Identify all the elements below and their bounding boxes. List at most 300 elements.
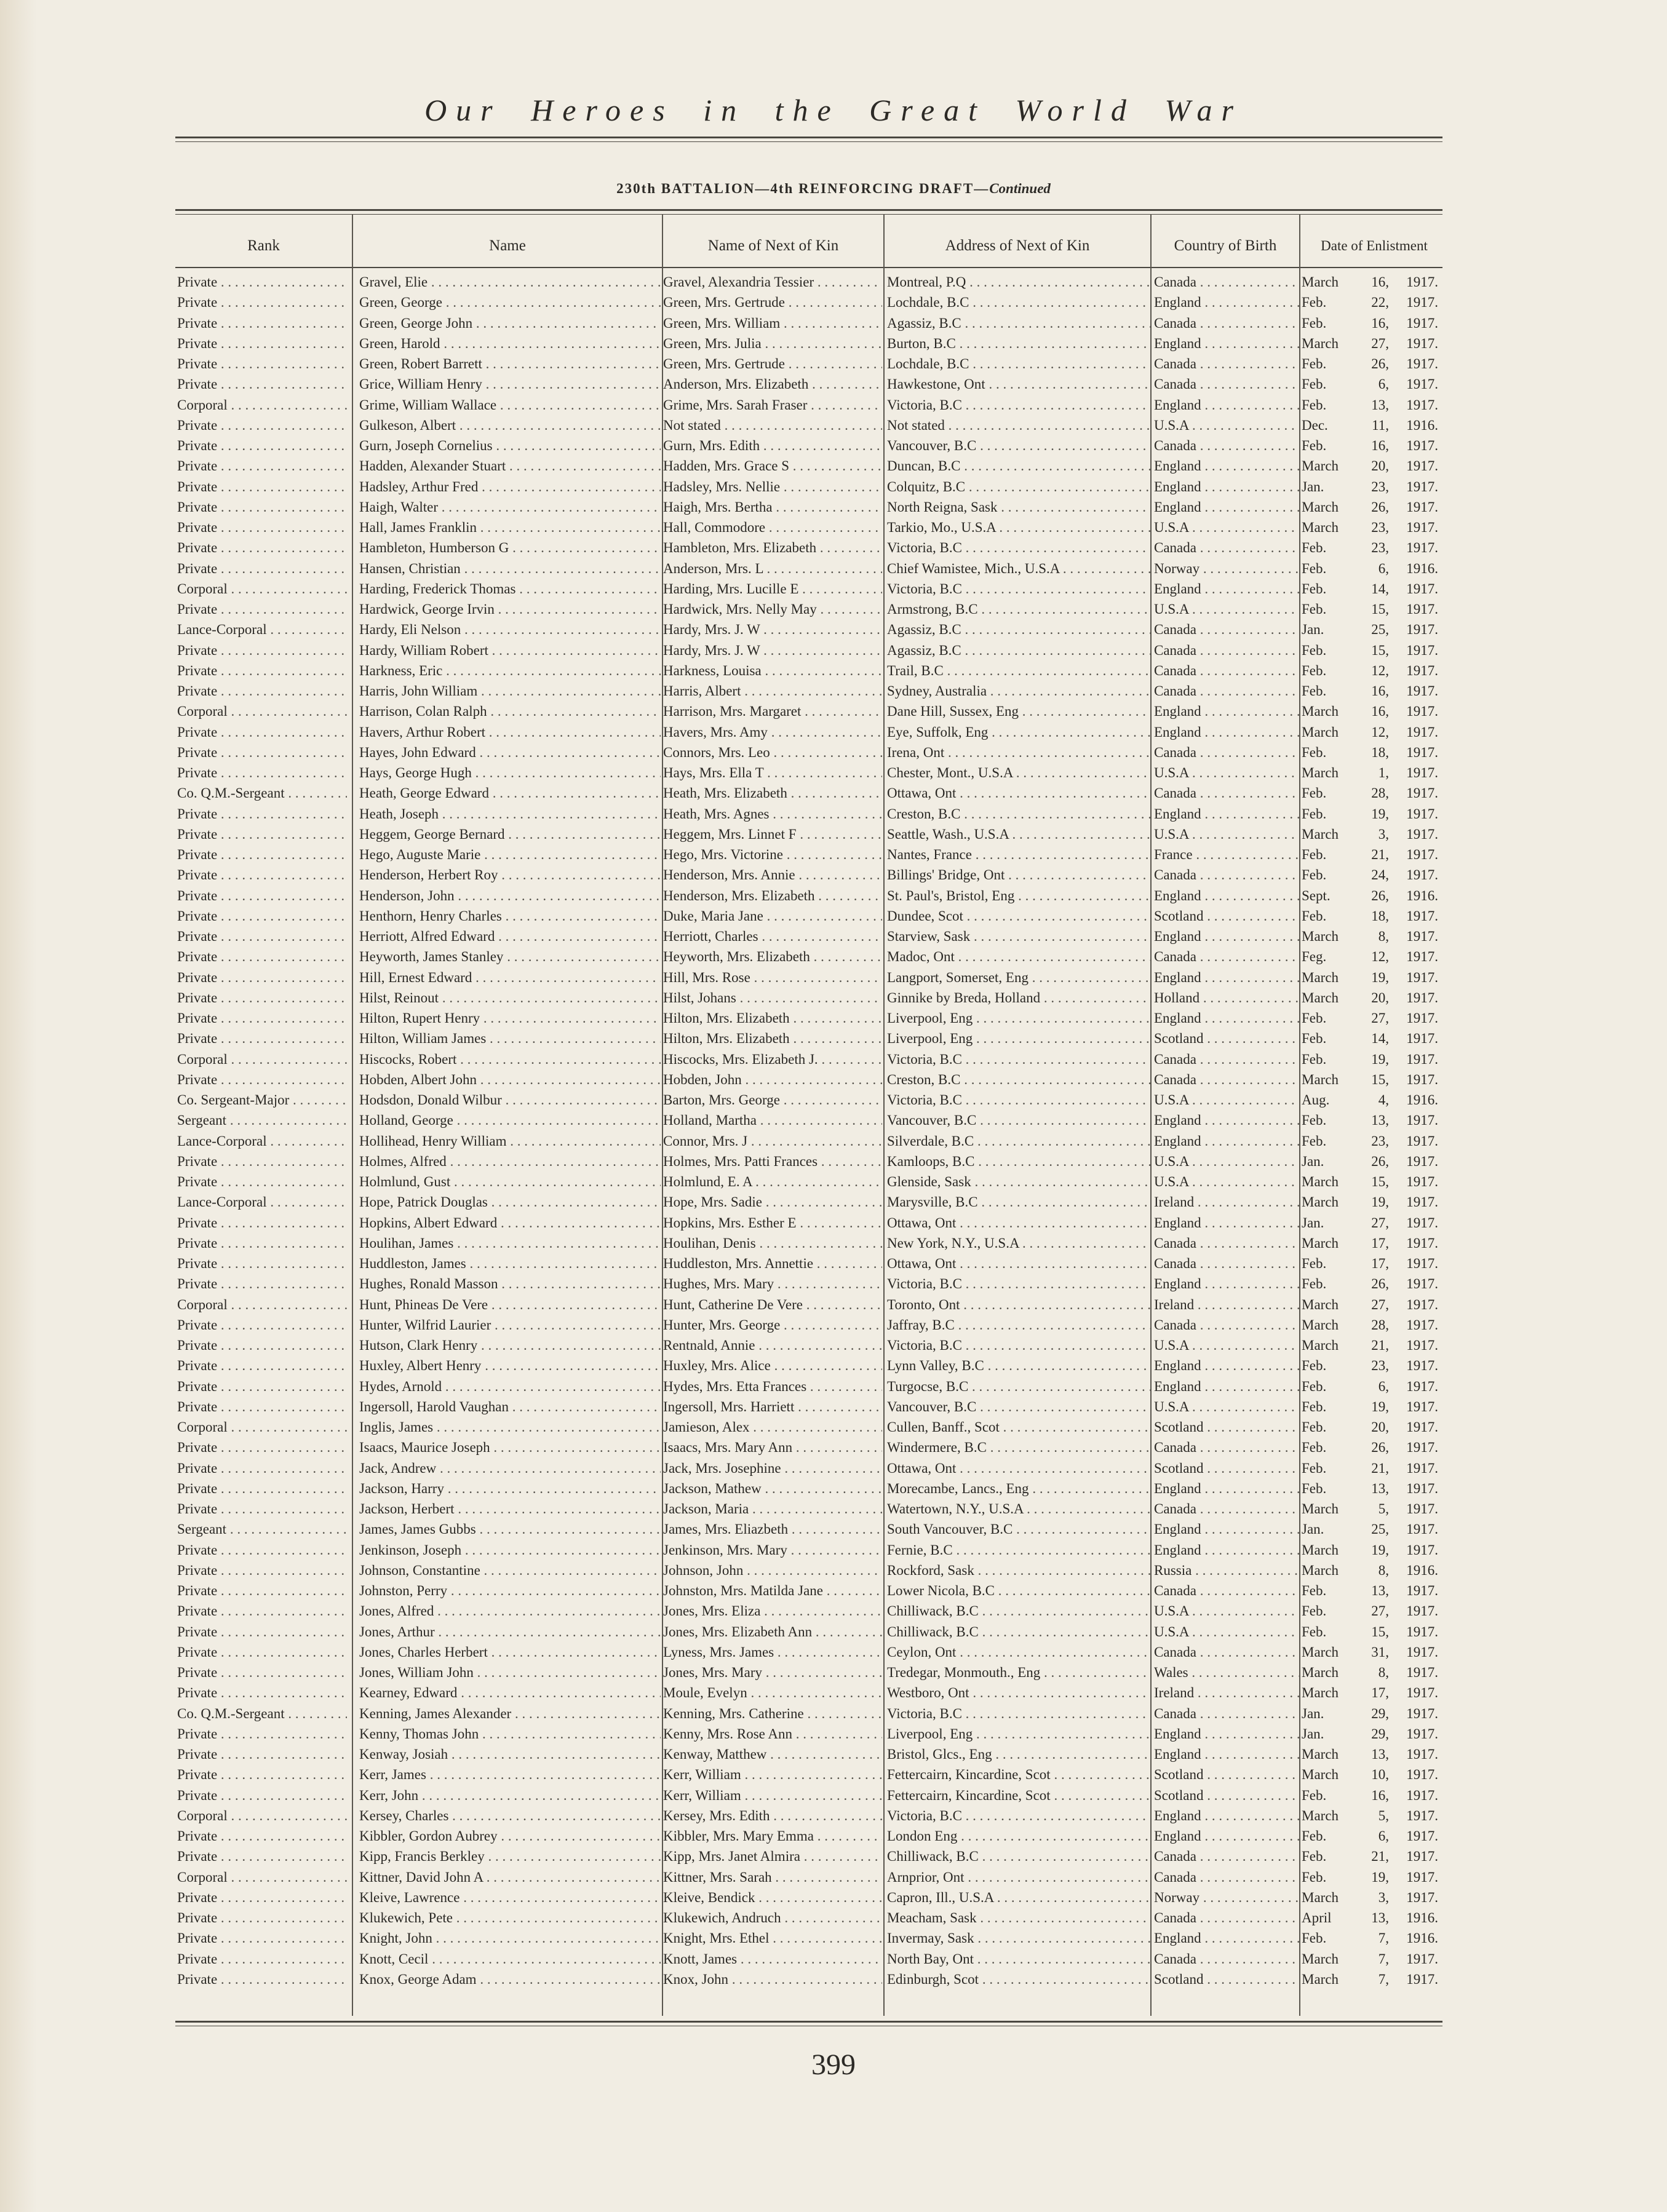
- enlistment-month: March: [1302, 1644, 1339, 1660]
- name-cell: Heyworth, James Stanley . . .: [359, 946, 661, 967]
- enlistment-day: 16,: [1371, 315, 1389, 331]
- rank-cell: Sergeant . . .: [177, 1110, 347, 1130]
- next-of-kin-cell: Kibbler, Mrs. Mary Emma . . .: [663, 1826, 882, 1846]
- enlistment-day: 13,: [1371, 1480, 1389, 1496]
- enlistment-day: 31,: [1371, 1644, 1389, 1660]
- next-of-kin-cell: Moule, Evelyn . . .: [663, 1683, 882, 1703]
- next-of-kin-cell: Jack, Mrs. Josephine . . .: [663, 1458, 882, 1478]
- enlistment-date-cell: [1302, 1867, 1449, 1887]
- country-cell: England . . .: [1154, 1744, 1299, 1764]
- enlistment-date-cell: [1302, 1928, 1449, 1948]
- enlistment-day: 26,: [1371, 887, 1389, 903]
- rank-cell: Lance-Corporal . . .: [177, 1131, 347, 1151]
- next-of-kin-cell: Not stated . . .: [663, 415, 882, 435]
- name-cell: Holmes, Alfred . . .: [359, 1151, 661, 1171]
- name-cell: Harkness, Eric . . .: [359, 660, 661, 681]
- address-cell: Ginnike by Breda, Holland . . .: [887, 988, 1152, 1008]
- name-cell: Kibbler, Gordon Aubrey . . .: [359, 1826, 661, 1846]
- enlistment-day: 12,: [1371, 662, 1389, 678]
- next-of-kin-cell: Connor, Mrs. J . . .: [663, 1131, 882, 1151]
- table-row: [0, 906, 1667, 926]
- name-cell: Kipp, Francis Berkley . . .: [359, 1846, 661, 1866]
- table-row: [0, 1928, 1667, 1948]
- country-cell: Canada . . .: [1154, 1846, 1299, 1866]
- address-cell: Trail, B.C . . .: [887, 660, 1152, 681]
- enlistment-year: 1917.: [1406, 847, 1438, 862]
- next-of-kin-cell: Hall, Commodore . . .: [663, 517, 882, 537]
- country-cell: U.S.A . . .: [1154, 517, 1299, 537]
- country-cell: U.S.A . . .: [1154, 824, 1299, 844]
- enlistment-month: March: [1302, 1317, 1339, 1333]
- enlistment-year: 1917.: [1406, 458, 1438, 474]
- enlistment-month: Feb.: [1302, 1358, 1327, 1374]
- enlistment-year: 1916.: [1406, 1092, 1438, 1108]
- enlistment-year: 1917.: [1406, 438, 1438, 453]
- name-cell: Gulkeson, Albert . . .: [359, 415, 661, 435]
- next-of-kin-cell: Kerr, William . . .: [663, 1785, 882, 1806]
- rank-cell: Private . . .: [177, 435, 347, 456]
- enlistment-year: 1917.: [1406, 1746, 1438, 1762]
- country-cell: Canada . . .: [1154, 742, 1299, 763]
- enlistment-year: 1917.: [1406, 478, 1438, 494]
- table-row: [0, 1601, 1667, 1621]
- enlistment-month: Feb.: [1302, 1440, 1327, 1456]
- country-cell: Canada . . .: [1154, 619, 1299, 640]
- country-cell: Canada . . .: [1154, 946, 1299, 967]
- enlistment-date-cell: [1302, 435, 1449, 456]
- enlistment-month: Feb.: [1302, 1869, 1327, 1885]
- rank-cell: Private . . .: [177, 1437, 347, 1457]
- rank-cell: Private . . .: [177, 1069, 347, 1090]
- table-row: [0, 1274, 1667, 1294]
- enlistment-date-cell: [1302, 374, 1449, 394]
- enlistment-day: 16,: [1371, 683, 1389, 699]
- country-cell: England . . .: [1154, 926, 1299, 946]
- address-cell: Westboro, Ont . . .: [887, 1683, 1152, 1703]
- country-cell: Canada . . .: [1154, 1233, 1299, 1253]
- rank-cell: Private . . .: [177, 1622, 347, 1642]
- rank-cell: Private . . .: [177, 1008, 347, 1028]
- address-cell: Ottawa, Ont . . .: [887, 783, 1152, 803]
- rank-cell: Private . . .: [177, 824, 347, 844]
- enlistment-day: 14,: [1371, 1031, 1389, 1047]
- table-row: [0, 1683, 1667, 1703]
- enlistment-year: 1917.: [1406, 683, 1438, 699]
- address-cell: Hawkestone, Ont . . .: [887, 374, 1152, 394]
- country-cell: Russia . . .: [1154, 1560, 1299, 1580]
- enlistment-year: 1917.: [1406, 1971, 1438, 1987]
- enlistment-year: 1917.: [1406, 540, 1438, 556]
- enlistment-date-cell: [1302, 1233, 1449, 1253]
- table-row: [0, 435, 1667, 456]
- country-cell: England . . .: [1154, 292, 1299, 312]
- next-of-kin-cell: Haigh, Mrs. Bertha . . .: [663, 497, 882, 517]
- enlistment-day: 6,: [1378, 1828, 1389, 1844]
- rank-cell: Private . . .: [177, 1826, 347, 1846]
- name-cell: Hardy, William Robert . . .: [359, 640, 661, 660]
- rank-cell: Co. Q.M.-Sergeant . . .: [177, 783, 347, 803]
- enlistment-year: 1917.: [1406, 520, 1438, 535]
- next-of-kin-cell: Kenny, Mrs. Rose Ann . . .: [663, 1724, 882, 1744]
- address-cell: Lochdale, B.C . . .: [887, 354, 1152, 374]
- rank-cell: Private . . .: [177, 313, 347, 333]
- country-cell: U.S.A . . .: [1154, 763, 1299, 783]
- name-cell: Kerr, John . . .: [359, 1785, 661, 1806]
- name-cell: Hope, Patrick Douglas . . .: [359, 1192, 661, 1212]
- next-of-kin-cell: Gravel, Alexandria Tessier . . .: [663, 272, 882, 292]
- name-cell: Henthorn, Henry Charles . . .: [359, 906, 661, 926]
- address-cell: Langport, Somerset, Eng . . .: [887, 967, 1152, 988]
- rank-cell: Private . . .: [177, 333, 347, 354]
- address-cell: Chilliwack, B.C . . .: [887, 1601, 1152, 1621]
- enlistment-date-cell: [1302, 537, 1449, 558]
- next-of-kin-cell: Heath, Mrs. Agnes . . .: [663, 804, 882, 824]
- next-of-kin-cell: Heyworth, Mrs. Elizabeth . . .: [663, 946, 882, 967]
- enlistment-month: Feb.: [1302, 1623, 1327, 1639]
- column-header-country: Country of Birth: [1174, 237, 1277, 254]
- name-cell: Hughes, Ronald Masson . . .: [359, 1274, 661, 1294]
- name-cell: Hobden, Albert John . . .: [359, 1069, 661, 1090]
- country-cell: Canada . . .: [1154, 354, 1299, 374]
- enlistment-year: 1917.: [1406, 949, 1438, 965]
- next-of-kin-cell: Connors, Mrs. Leo . . .: [663, 742, 882, 763]
- enlistment-date-cell: [1302, 1171, 1449, 1192]
- address-cell: Fettercairn, Kincardine, Scot . . .: [887, 1785, 1152, 1806]
- rank-cell: Private . . .: [177, 1949, 347, 1969]
- rank-cell: Private . . .: [177, 1601, 347, 1621]
- name-cell: Jones, William John . . .: [359, 1662, 661, 1683]
- table-row: [0, 1110, 1667, 1130]
- country-cell: Holland . . .: [1154, 988, 1299, 1008]
- enlistment-year: 1917.: [1406, 1460, 1438, 1476]
- rank-cell: Private . . .: [177, 354, 347, 374]
- enlistment-month: Feb.: [1302, 1112, 1327, 1128]
- enlistment-month: Feb.: [1302, 1051, 1327, 1067]
- enlistment-month: Feb.: [1302, 1583, 1327, 1598]
- name-cell: Hill, Ernest Edward . . .: [359, 967, 661, 988]
- address-cell: Agassiz, B.C . . .: [887, 640, 1152, 660]
- country-cell: Canada . . .: [1154, 1908, 1299, 1928]
- address-cell: Montreal, P.Q . . .: [887, 272, 1152, 292]
- name-cell: Houlihan, James . . .: [359, 1233, 661, 1253]
- rank-cell: Private . . .: [177, 1213, 347, 1233]
- enlistment-year: 1917.: [1406, 785, 1438, 801]
- enlistment-date-cell: [1302, 660, 1449, 681]
- address-cell: Ceylon, Ont . . .: [887, 1642, 1152, 1662]
- next-of-kin-cell: Hilton, Mrs. Elizabeth . . .: [663, 1028, 882, 1049]
- enlistment-month: March: [1302, 989, 1339, 1005]
- rank-cell: Private . . .: [177, 1233, 347, 1253]
- name-cell: Harris, John William . . .: [359, 681, 661, 701]
- enlistment-month: Feb.: [1302, 867, 1327, 883]
- name-cell: Hilton, Rupert Henry . . .: [359, 1008, 661, 1028]
- country-cell: Canada . . .: [1154, 313, 1299, 333]
- enlistment-month: Feb.: [1302, 397, 1327, 413]
- address-cell: Windermere, B.C . . .: [887, 1437, 1152, 1457]
- next-of-kin-cell: Hilton, Mrs. Elizabeth . . .: [663, 1008, 882, 1028]
- enlistment-month: Jan.: [1302, 1153, 1324, 1169]
- enlistment-month: Feb.: [1302, 1010, 1327, 1026]
- enlistment-day: 27,: [1371, 1215, 1389, 1231]
- country-cell: U.S.A . . .: [1154, 1601, 1299, 1621]
- next-of-kin-cell: Knight, Mrs. Ethel . . .: [663, 1928, 882, 1948]
- enlistment-month: March: [1302, 335, 1339, 351]
- country-cell: Scotland . . .: [1154, 1969, 1299, 1989]
- name-cell: Kearney, Edward . . .: [359, 1683, 661, 1703]
- name-cell: Kleive, Lawrence . . .: [359, 1887, 661, 1908]
- table-row: [0, 722, 1667, 742]
- next-of-kin-cell: Ingersoll, Mrs. Harriett . . .: [663, 1397, 882, 1417]
- enlistment-year: 1917.: [1406, 929, 1438, 944]
- next-of-kin-cell: Kenway, Matthew . . .: [663, 1744, 882, 1764]
- rank-cell: Private . . .: [177, 537, 347, 558]
- enlistment-date-cell: [1302, 967, 1449, 988]
- country-cell: Canada . . .: [1154, 1315, 1299, 1335]
- name-cell: Kerr, James . . .: [359, 1764, 661, 1785]
- table-row: [0, 579, 1667, 599]
- rank-cell: Corporal . . .: [177, 395, 347, 415]
- rank-cell: Corporal . . .: [177, 1417, 347, 1437]
- table-row: [0, 1335, 1667, 1355]
- table-row: [0, 1724, 1667, 1744]
- table-row: [0, 456, 1667, 476]
- enlistment-month: Feb.: [1302, 806, 1327, 822]
- name-cell: Green, Harold . . .: [359, 333, 661, 354]
- enlistment-day: 8,: [1378, 1562, 1389, 1578]
- enlistment-day: 22,: [1371, 295, 1389, 311]
- name-cell: Havers, Arthur Robert . . .: [359, 722, 661, 742]
- name-cell: Green, Robert Barrett . . .: [359, 354, 661, 374]
- enlistment-month: Sept.: [1302, 887, 1331, 903]
- next-of-kin-cell: Harrison, Mrs. Margaret . . .: [663, 701, 882, 721]
- next-of-kin-cell: Jenkinson, Mrs. Mary . . .: [663, 1540, 882, 1560]
- enlistment-date-cell: [1302, 1355, 1449, 1376]
- enlistment-year: 1917.: [1406, 1358, 1438, 1374]
- subtitle-text: 230th BATTALION—4th REINFORCING DRAFT—: [616, 181, 990, 196]
- address-cell: Cullen, Banff., Scot . . .: [887, 1417, 1152, 1437]
- country-cell: England . . .: [1154, 1131, 1299, 1151]
- enlistment-month: March: [1302, 1685, 1339, 1701]
- rank-cell: Corporal . . .: [177, 1867, 347, 1887]
- name-cell: Hansen, Christian . . .: [359, 558, 661, 579]
- country-cell: Ireland . . .: [1154, 1192, 1299, 1212]
- enlistment-date-cell: [1302, 1560, 1449, 1580]
- rank-cell: Private . . .: [177, 1499, 347, 1519]
- name-cell: Gurn, Joseph Cornelius . . .: [359, 435, 661, 456]
- enlistment-day: 16,: [1371, 438, 1389, 453]
- rank-cell: Private . . .: [177, 742, 347, 763]
- page-number: 399: [811, 2048, 856, 2081]
- enlistment-day: 19,: [1371, 1869, 1389, 1885]
- table-row: [0, 272, 1667, 292]
- address-cell: Lochdale, B.C . . .: [887, 292, 1152, 312]
- table-row: [0, 415, 1667, 435]
- table-row: [0, 1397, 1667, 1417]
- enlistment-month: Feb.: [1302, 356, 1327, 371]
- enlistment-day: 15,: [1371, 1623, 1389, 1639]
- enlistment-year: 1917.: [1406, 356, 1438, 371]
- enlistment-year: 1916.: [1406, 560, 1438, 576]
- next-of-kin-cell: Jamieson, Alex . . .: [663, 1417, 882, 1437]
- enlistment-date-cell: [1302, 395, 1449, 415]
- enlistment-day: 15,: [1371, 642, 1389, 658]
- table-row: [0, 1458, 1667, 1478]
- enlistment-month: March: [1302, 1542, 1339, 1558]
- enlistment-month: Feb.: [1302, 1828, 1327, 1844]
- enlistment-day: 7,: [1378, 1930, 1389, 1946]
- enlistment-year: 1917.: [1406, 1889, 1438, 1905]
- rank-cell: Private . . .: [177, 517, 347, 537]
- column-header-next-of-kin: Name of Next of Kin: [707, 237, 839, 254]
- name-cell: Holland, George . . .: [359, 1110, 661, 1130]
- next-of-kin-cell: Hego, Mrs. Victorine . . .: [663, 844, 882, 865]
- address-cell: Creston, B.C . . .: [887, 1069, 1152, 1090]
- enlistment-day: 26,: [1371, 499, 1389, 515]
- enlistment-month: March: [1302, 704, 1339, 719]
- enlistment-year: 1917.: [1406, 622, 1438, 638]
- rank-cell: Private . . .: [177, 804, 347, 824]
- address-cell: Victoria, B.C . . .: [887, 1090, 1152, 1110]
- enlistment-month: March: [1302, 1562, 1339, 1578]
- enlistment-day: 6,: [1378, 1378, 1389, 1394]
- enlistment-year: 1917.: [1406, 1440, 1438, 1456]
- enlistment-month: Feb.: [1302, 1849, 1327, 1865]
- rank-cell: Private . . .: [177, 1315, 347, 1335]
- rank-cell: Lance-Corporal . . .: [177, 619, 347, 640]
- country-cell: Canada . . .: [1154, 1867, 1299, 1887]
- enlistment-day: 13,: [1371, 397, 1389, 413]
- country-cell: Canada . . .: [1154, 1069, 1299, 1090]
- enlistment-day: 7,: [1378, 1951, 1389, 1967]
- table-row: [0, 1417, 1667, 1437]
- address-cell: Silverdale, B.C . . .: [887, 1131, 1152, 1151]
- roster-table-body: [0, 272, 1667, 1989]
- next-of-kin-cell: Hays, Mrs. Ella T . . .: [663, 763, 882, 783]
- enlistment-date-cell: [1302, 1131, 1449, 1151]
- next-of-kin-cell: Jackson, Maria . . .: [663, 1499, 882, 1519]
- country-cell: England . . .: [1154, 1478, 1299, 1499]
- enlistment-month: Feb.: [1302, 744, 1327, 760]
- subtitle-continued: Continued: [989, 181, 1051, 196]
- enlistment-year: 1917.: [1406, 1849, 1438, 1865]
- enlistment-day: 16,: [1371, 274, 1389, 290]
- enlistment-day: 15,: [1371, 1174, 1389, 1189]
- next-of-kin-cell: Huddleston, Mrs. Annettie . . .: [663, 1253, 882, 1274]
- enlistment-year: 1917.: [1406, 969, 1438, 985]
- enlistment-month: Feb.: [1302, 601, 1327, 617]
- enlistment-date-cell: [1302, 1724, 1449, 1744]
- enlistment-year: 1917.: [1406, 601, 1438, 617]
- table-row: [0, 497, 1667, 517]
- enlistment-date-cell: [1302, 1785, 1449, 1806]
- rank-cell: Private . . .: [177, 844, 347, 865]
- name-cell: Hilst, Reinout . . .: [359, 988, 661, 1008]
- rank-cell: Private . . .: [177, 763, 347, 783]
- next-of-kin-cell: Kenning, Mrs. Catherine . . .: [663, 1703, 882, 1724]
- enlistment-year: 1917.: [1406, 806, 1438, 822]
- rank-cell: Private . . .: [177, 497, 347, 517]
- next-of-kin-cell: Holmlund, E. A . . .: [663, 1171, 882, 1192]
- table-row: [0, 1867, 1667, 1887]
- address-cell: Victoria, B.C . . .: [887, 537, 1152, 558]
- enlistment-month: Feb.: [1302, 315, 1327, 331]
- country-cell: England . . .: [1154, 701, 1299, 721]
- next-of-kin-cell: Green, Mrs. William . . .: [663, 313, 882, 333]
- country-cell: England . . .: [1154, 1008, 1299, 1028]
- name-cell: Klukewich, Pete . . .: [359, 1908, 661, 1928]
- enlistment-month: March: [1302, 1235, 1339, 1251]
- address-cell: North Reigna, Sask . . .: [887, 497, 1152, 517]
- enlistment-date-cell: [1302, 763, 1449, 783]
- address-cell: Jaffray, B.C . . .: [887, 1315, 1152, 1335]
- address-cell: New York, N.Y., U.S.A . . .: [887, 1233, 1152, 1253]
- enlistment-month: Jan.: [1302, 1726, 1324, 1742]
- address-cell: Liverpool, Eng . . .: [887, 1008, 1152, 1028]
- country-cell: Canada . . .: [1154, 1437, 1299, 1457]
- enlistment-date-cell: [1302, 1540, 1449, 1560]
- country-cell: Ireland . . .: [1154, 1683, 1299, 1703]
- next-of-kin-cell: Herriott, Charles . . .: [663, 926, 882, 946]
- enlistment-date-cell: [1302, 272, 1449, 292]
- next-of-kin-cell: Henderson, Mrs. Annie . . .: [663, 865, 882, 885]
- next-of-kin-cell: Green, Mrs. Julia . . .: [663, 333, 882, 354]
- enlistment-month: Feb.: [1302, 1603, 1327, 1619]
- enlistment-day: 12,: [1371, 724, 1389, 740]
- enlistment-day: 13,: [1371, 1112, 1389, 1128]
- address-cell: Victoria, B.C . . .: [887, 395, 1152, 415]
- enlistment-day: 13,: [1371, 1910, 1389, 1925]
- address-cell: Dundee, Scot . . .: [887, 906, 1152, 926]
- name-cell: Hollihead, Henry William . . .: [359, 1131, 661, 1151]
- enlistment-year: 1917.: [1406, 1951, 1438, 1967]
- rank-cell: Private . . .: [177, 292, 347, 312]
- enlistment-day: 10,: [1371, 1767, 1389, 1783]
- name-cell: Harrison, Colan Ralph . . .: [359, 701, 661, 721]
- enlistment-year: 1917.: [1406, 499, 1438, 515]
- enlistment-year: 1916.: [1406, 1910, 1438, 1925]
- address-cell: Sydney, Australia . . .: [887, 681, 1152, 701]
- country-cell: Canada . . .: [1154, 1580, 1299, 1601]
- enlistment-month: March: [1302, 458, 1339, 474]
- enlistment-year: 1917.: [1406, 1603, 1438, 1619]
- rank-cell: Private . . .: [177, 456, 347, 476]
- enlistment-year: 1917.: [1406, 989, 1438, 1005]
- table-row: [0, 1560, 1667, 1580]
- column-header-rank: Rank: [247, 237, 280, 254]
- enlistment-day: 28,: [1371, 1317, 1389, 1333]
- enlistment-date-cell: [1302, 1703, 1449, 1724]
- next-of-kin-cell: Jackson, Mathew . . .: [663, 1478, 882, 1499]
- enlistment-year: 1917.: [1406, 704, 1438, 719]
- rank-cell: Private . . .: [177, 1355, 347, 1376]
- enlistment-date-cell: [1302, 1826, 1449, 1846]
- table-row: [0, 1908, 1667, 1928]
- name-cell: Jackson, Harry . . .: [359, 1478, 661, 1499]
- address-cell: London Eng . . .: [887, 1826, 1152, 1846]
- table-row: [0, 1131, 1667, 1151]
- enlistment-month: Jan.: [1302, 1521, 1324, 1537]
- enlistment-month: Feb.: [1302, 908, 1327, 924]
- next-of-kin-cell: Jones, Mrs. Eliza . . .: [663, 1601, 882, 1621]
- table-row: [0, 558, 1667, 579]
- country-cell: England . . .: [1154, 1213, 1299, 1233]
- enlistment-day: 23,: [1371, 1133, 1389, 1149]
- rank-cell: Private . . .: [177, 1908, 347, 1928]
- table-top-rule: [175, 209, 1442, 211]
- enlistment-day: 23,: [1371, 540, 1389, 556]
- rank-cell: Co. Sergeant-Major . . .: [177, 1090, 347, 1110]
- country-cell: England . . .: [1154, 1806, 1299, 1826]
